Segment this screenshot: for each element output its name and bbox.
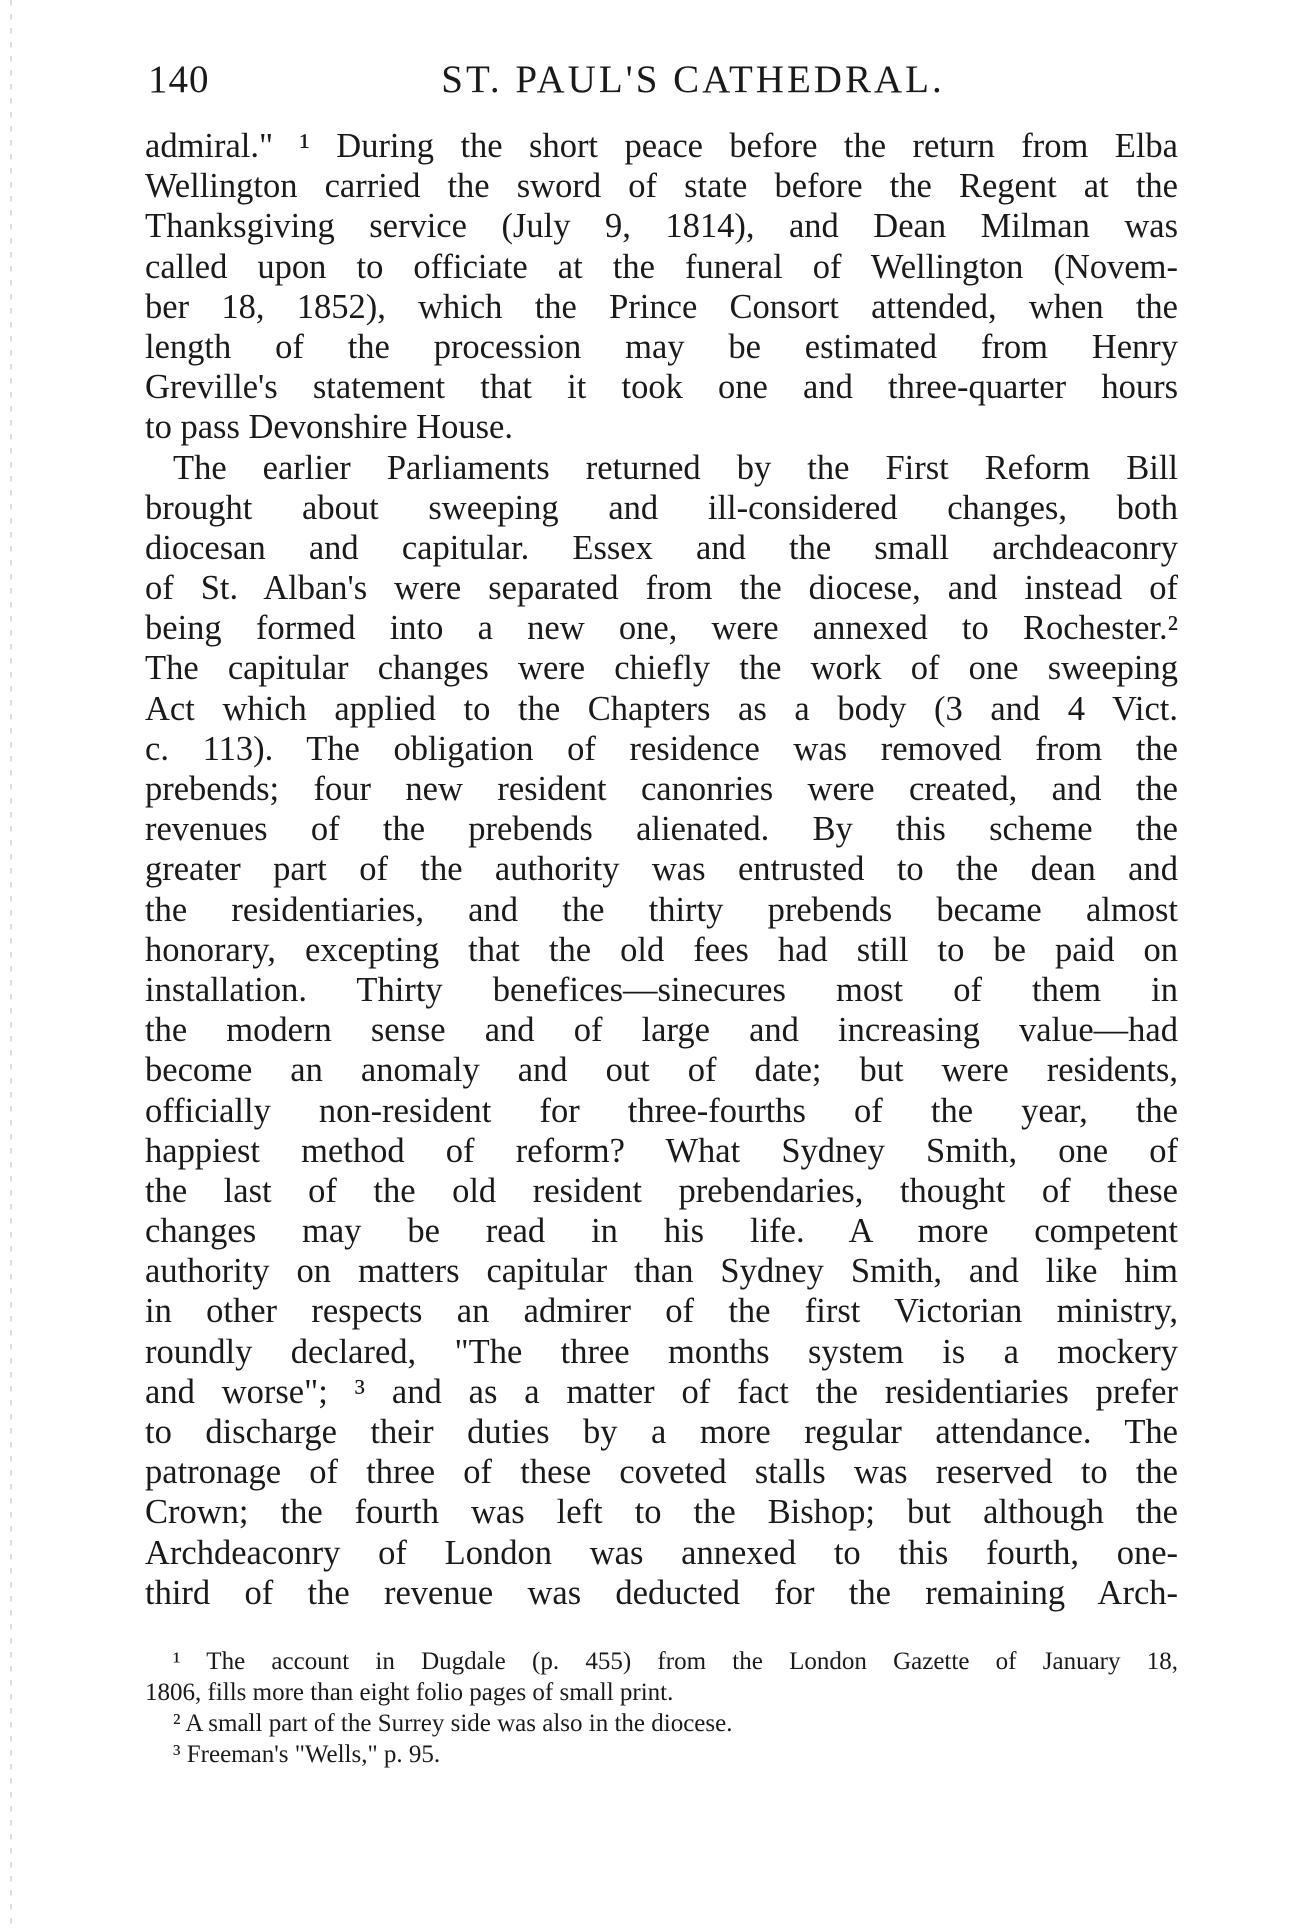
text-line: in other respects an admirer of the first Victorian ministry, — [145, 1292, 1178, 1331]
text-line: honorary, excepting that the old fees had still to be paid on — [145, 930, 1178, 969]
text-line: Crown; the fourth was left to the Bishop; but although the — [145, 1493, 1178, 1532]
text-line: ber 18, 1852), which the Prince Consort attended, when the — [145, 287, 1178, 326]
text-line: Greville's statement that it took one and three-quarter hours — [145, 368, 1178, 407]
text-line: changes may be read in his life. A more competent — [145, 1212, 1178, 1251]
text-line: to pass Devonshire House. — [145, 408, 513, 447]
text-line: length of the procession may be estimated from Henry — [145, 327, 1178, 366]
text-line: c. 113). The obligation of residence was removed from the — [145, 729, 1178, 768]
footnote-3: ³ Freeman's "Wells," p. 95. — [173, 1741, 441, 1768]
gutter-edge — [10, 0, 12, 1928]
text-line: roundly declared, "The three months system is a mockery — [145, 1332, 1178, 1371]
text-line: Wellington carried the sword of state before the Regent at the — [145, 167, 1178, 206]
text-line: revenues of the prebends alienated. By this scheme the — [145, 810, 1178, 849]
text-line: become an anomaly and out of date; but were residents, — [145, 1051, 1178, 1090]
text-line: the modern sense and of large and increasing value—had — [145, 1011, 1178, 1050]
body-text — [145, 126, 1178, 1613]
text-line: The earlier Parliaments returned by the First Reform Bill — [173, 448, 1178, 487]
text-line: of St. Alban's were separated from the diocese, and instead of — [145, 569, 1178, 608]
text-line: installation. Thirty benefices—sinecures most of them in — [145, 970, 1178, 1009]
text-line: being formed into a new one, were annexed to Rochester.² — [145, 609, 1178, 648]
text-line: the residentiaries, and the thirty prebends became almost — [145, 890, 1178, 929]
text-line: Act which applied to the Chapters as a body (3 and 4 Vict. — [145, 689, 1178, 728]
text-line: the last of the old resident prebendaries, thought of these — [145, 1171, 1178, 1210]
text-line: happiest method of reform? What Sydney Smith, one of — [145, 1131, 1178, 1170]
text-line: greater part of the authority was entrusted to the dean and — [145, 850, 1178, 889]
text-line: prebends; four new resident canonries were created, and the — [145, 770, 1178, 808]
text-line: officially non-resident for three-fourths of the year, the — [145, 1091, 1178, 1130]
text-line: brought about sweeping and ill-considered changes, both — [145, 488, 1178, 527]
text-line: to discharge their duties by a more regular attendance. The — [145, 1413, 1178, 1451]
page-number: 140 — [148, 58, 210, 101]
text-line: The capitular changes were chiefly the work of one sweeping — [145, 649, 1178, 688]
text-line: patronage of three of these coveted stalls was reserved to the — [145, 1453, 1178, 1492]
text-line: and worse"; ³ and as a matter of fact the residentiaries prefer — [145, 1372, 1178, 1411]
text-line: diocesan and capitular. Essex and the small archdeaconry — [145, 528, 1178, 567]
footnote-2: ² A small part of the Surrey side was also in the diocese. — [173, 1710, 733, 1737]
text-line: authority on matters capitular than Sydney Smith, and like him — [145, 1252, 1178, 1291]
running-head — [148, 50, 1178, 110]
text-line: admiral." ¹ During the short peace before the return from Elba — [145, 127, 1178, 165]
footnote-1-line-1: ¹ The account in Dugdale (p. 455) from the London Gazette of January 18, — [173, 1648, 1178, 1675]
text-line: Thanksgiving service (July 9, 1814), and Dean Milman was — [145, 207, 1178, 246]
text-line: third of the revenue was deducted for the remaining Arch- — [145, 1573, 1178, 1612]
footnote-1-line-2: 1806, fills more than eight folio pages of small print. — [145, 1679, 674, 1706]
text-line: called upon to officiate at the funeral of Wellington (Novem- — [145, 247, 1178, 286]
running-title: ST. PAUL'S CATHEDRAL. — [441, 58, 945, 101]
footnotes — [145, 1646, 1178, 1770]
text-line: Archdeaconry of London was annexed to this fourth, one- — [145, 1533, 1178, 1572]
